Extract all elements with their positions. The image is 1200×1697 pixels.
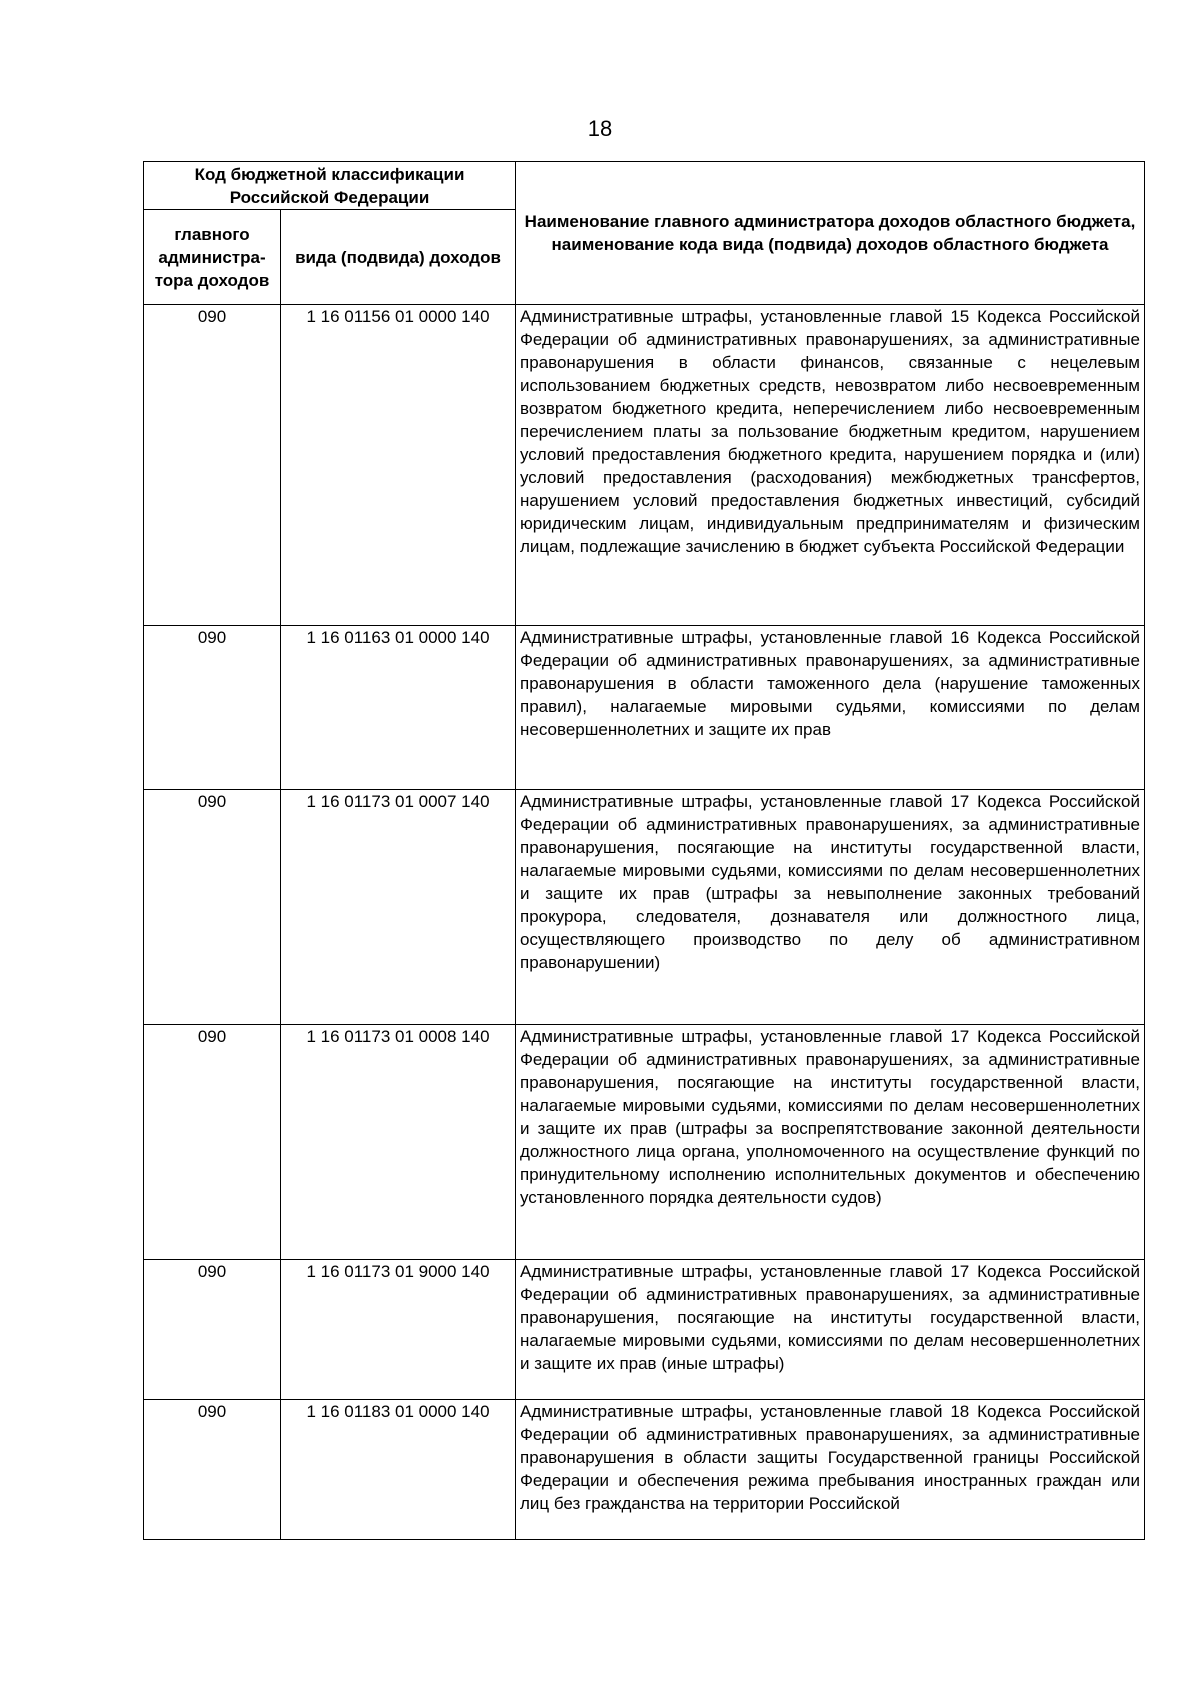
header-name: Наименование главного администратора доходов областного бюджета, наименование кода вида (подвида) доходов областного бюджета <box>516 162 1145 305</box>
admin-code-cell: 090 <box>144 626 281 790</box>
description-cell: Административные штрафы, установленные главой 16 Кодекса Российской Федерации об административных правонарушениях, за административные правонарушения в области таможенного дела (нарушение таможенных правил), налагаемые мировыми судьями, комиссиями по делам несовершеннолетних и защите их прав <box>516 626 1145 790</box>
income-code-cell: 1 16 01173 01 0007 140 <box>281 790 516 1025</box>
table-row <box>144 305 1145 626</box>
income-code-cell: 1 16 01163 01 0000 140 <box>281 626 516 790</box>
header-income-code: вида (подвида) доходов <box>281 210 516 305</box>
header-classification-code: Код бюджетной классификации Российской Федерации <box>144 162 516 210</box>
admin-code-cell: 090 <box>144 1260 281 1400</box>
table-body <box>144 305 1145 1540</box>
income-code-cell: 1 16 01156 01 0000 140 <box>281 305 516 626</box>
table-row <box>144 1025 1145 1260</box>
table-row <box>144 790 1145 1025</box>
admin-code-cell: 090 <box>144 1400 281 1540</box>
description-cell: Административные штрафы, установленные главой 17 Кодекса Российской Федерации об административных правонарушениях, за административные правонарушения, посягающие на институты государственной власти, налагаемые мировыми судьями, комиссиями по делам несовершеннолетних и защите их прав (иные штрафы) <box>516 1260 1145 1400</box>
table-header <box>144 162 1145 305</box>
page-number: 18 <box>587 116 613 141</box>
description-cell: Административные штрафы, установленные главой 15 Кодекса Российской Федерации об административных правонарушениях, за административные правонарушения в области финансов, связанные с нецелевым использованием бюджетных средств, невозвратом либо несвоевременным возвратом бюджетного кредита, неперечислением либо несвоевременным перечислением платы за пользование бюджетным кредитом, нарушением условий предоставления бюджетного кредита, нарушением порядка и (или) условий предоставления (расходования) межбюджетных трансфертов, нарушением условий предоставления бюджетных инвестиций, субсидий юридическим лицам, индивидуальным предпринимателям и физическим лицам, подлежащие зачислению в бюджет субъекта Российской Федерации <box>516 305 1145 626</box>
header-admin: главного администра-тора доходов <box>144 210 281 305</box>
income-code-cell: 1 16 01183 01 0000 140 <box>281 1400 516 1540</box>
table-row <box>144 1260 1145 1400</box>
budget-classification-table <box>143 161 1145 1540</box>
income-code-cell: 1 16 01173 01 0008 140 <box>281 1025 516 1260</box>
description-cell: Административные штрафы, установленные главой 17 Кодекса Российской Федерации об административных правонарушениях, за административные правонарушения, посягающие на институты государственной власти, налагаемые мировыми судьями, комиссиями по делам несовершеннолетних и защите их прав (штрафы за невыполнение законных требований прокурора, следователя, дознавателя или должностного лица, осуществляющего производство по делу об административном правонарушении) <box>516 790 1145 1025</box>
income-code-cell: 1 16 01173 01 9000 140 <box>281 1260 516 1400</box>
table-row <box>144 626 1145 790</box>
admin-code-cell: 090 <box>144 790 281 1025</box>
description-cell: Административные штрафы, установленные главой 17 Кодекса Российской Федерации об административных правонарушениях, за административные правонарушения, посягающие на институты государственной власти, налагаемые мировыми судьями, комиссиями по делам несовершеннолетних и защите их прав (штрафы за воспрепятствование законной деятельности должностного лица органа, уполномоченного на осуществление функций по принудительному исполнению исполнительных документов и обеспечению установленного порядка деятельности судов) <box>516 1025 1145 1260</box>
admin-code-cell: 090 <box>144 305 281 626</box>
table-row <box>144 1400 1145 1540</box>
description-cell: Административные штрафы, установленные главой 18 Кодекса Российской Федерации об административных правонарушениях, за административные правонарушения в области защиты Государственной границы Российской Федерации и обеспечения режима пребывания иностранных граждан или лиц без гражданства на территории Российской <box>516 1400 1145 1540</box>
admin-code-cell: 090 <box>144 1025 281 1260</box>
